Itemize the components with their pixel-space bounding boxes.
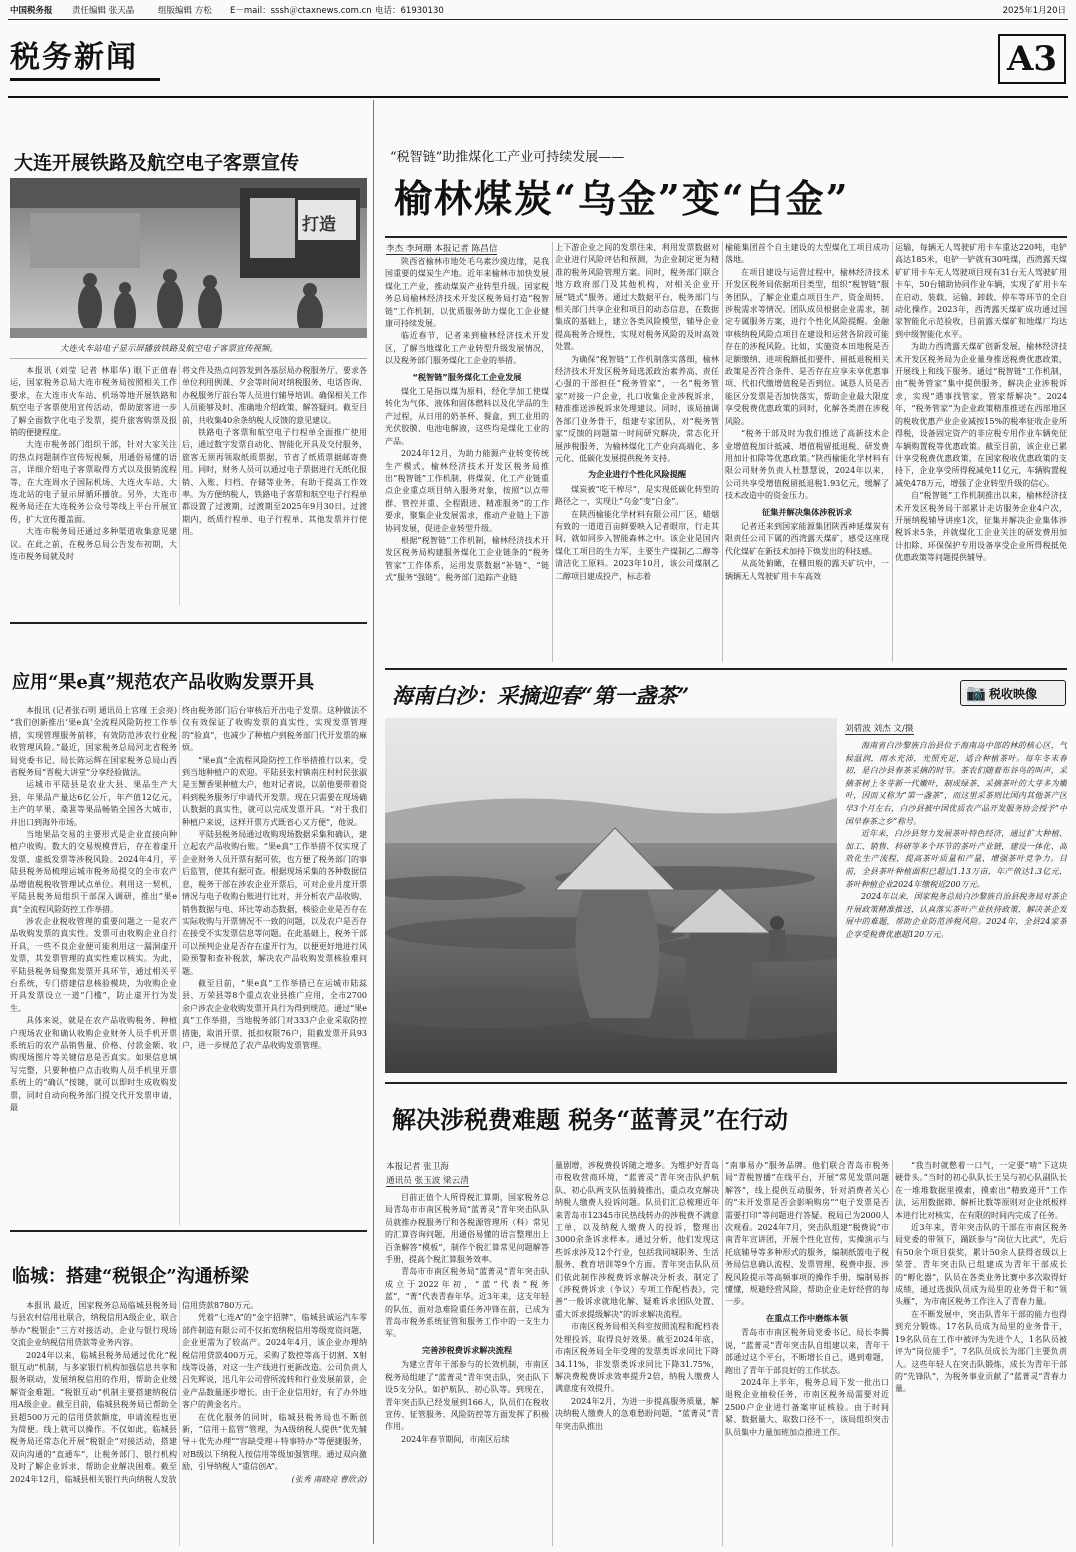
- email-text: E－mail：sssh＠ctaxnews.com.cn: [230, 6, 372, 16]
- dalian-headline: 大连开展铁路及航空电子客票宣传: [14, 152, 300, 174]
- paragraph: 信用贷款8780万元。: [182, 1301, 259, 1310]
- yulin-kicker: “税智链”助推煤化工产业可持续发展——: [390, 150, 625, 165]
- paper-name: 中国税务报: [10, 6, 53, 16]
- section-title: 税务新闻: [10, 40, 138, 75]
- paragraph: 大连市税务部门组织干部，针对大家关注的热点问题制作宣传短视频，用通俗易懂的语言，详细介绍电子客票取得方式以及报销流程等，在大连周水子国际机场、大连火车站、大连北站的电子显示屏循环播放。另外，大连市税务局还在大连税务公众号等线上平台开展宣传，扩大宣传覆盖面。: [10, 440, 177, 524]
- section-underline: [10, 78, 160, 81]
- tea-headline: 海南白沙：采摘迎春“第一盏茶”: [392, 683, 690, 708]
- camera-icon: 📷: [966, 683, 986, 702]
- paragraph: 在优化服务的同时，临城县税务局也不断创新，“信用＋监管”管理，为A级纳税人提供“优先辅导＋优先办理”“容缺受理＋特事特办”等便捷服务，对B级以下纳税人按信用等级加强管理。通过双向激励，引导纳税人“重信创A”。: [182, 1412, 367, 1472]
- paragraph: 根据“税智链”工作机制，榆林经济技术开发区税务局构建服务煤化工企业链条的“税务管家”工作体系，运用发票数据“补链”、“链式”服务“强链”。税务部门追踪产业链: [385, 535, 549, 583]
- paragraph: 从高处俯瞰，在棚田般的露天矿坑中，一辆辆无人驾驶矿用卡车高效: [725, 559, 889, 581]
- qingdao-byline-2: 通讯员 张玉波 梁云清: [386, 1176, 469, 1186]
- paragraph: 为确保“税智链”工作机制落实落细，榆林经济技术开发区税务局选派政治素养高、责任心强的干部担任“税务管家”，一名“税务管家”对接一户企业，扎口收集企业涉税诉求，精准推送涉税诉求处理建议。同时，该局抽调各部门业务骨干，组建专家团队，对“税务管家”反馈的问题第一时间研究解决，常态化开展涉税服务，为榆林煤化工产业向高端化、多元化、低碳化发展提供税务支持。: [555, 354, 719, 463]
- date-text: 2025年1月20日: [1002, 6, 1066, 16]
- masthead-bar: [10, 4, 1066, 18]
- paragraph: 2024年12月，为助力能源产业转变传统生产模式，榆林经济技术开发区税务局推出“税智链”工作机制，将煤炭、化工产业链重点企业重点项目纳入服务对象，按照“以点带群、管控并重、全程跟进、精准服务”的工作要求，聚集企业发展需求，推动产业链上下游协同发展，促进企业转型升级。: [385, 449, 549, 533]
- paragraph: 2024年以来，临城县税务局通过优化“税银互动”机制，与多家银行机构加强信息共享和服务联动，发展纳税信用的作用，帮助企业缓解资金难题。“税银互动”机制主要搭建纳税信用A级企业。截至目前，临城县税务局已帮助全县超500万元的信用贷款额度，申请流程也更为简便。线上就可以操作。不仅如此，临城县税务局还常态化开展“税银企”对接活动，搭建双向沟通的“直通车”，让税务部门、银行机构及时了解企业诉求，帮助企业解决困难。截至2024年12月，临城县相关银行共向纳税人发放: [10, 1350, 177, 1484]
- qingdao-body-col1: [385, 1192, 549, 1546]
- paragraph: 在项目建设与运营过程中，榆林经济技术开发区税务局依据项目类型，组织“税智链”服务团队，了解企业重点项目生产、资金周转、涉税需求等情况。团队成员根据企业需求，制定专属服务方案，进行个性化风险提醒。金融审核纳税风险点项目在建设和运营各阶段可能存在的涉税风险。比如，实施资本田地税是否足额缴纳、进项税额抵扣要件、留抵退税相关政策是否符合条件、是否存在应享未享优惠事项、代扣代缴增值税是否到位。诚恳人员是否能区分发票是否加快落实，帮助企业最大限度享受税费优惠政策的同时，化解各类潜在涉税风险。: [725, 267, 889, 426]
- lincheng-headline: 临城：搭建“税银企”沟通桥梁: [12, 1266, 249, 1287]
- paragraph: “税务干部及时为我们推送了高新技术企业增值税加计抵减、增值税留抵退税、研发费用加计扣除等优惠政策。”陕西榆能化学材料有限公司财务负责人杜慧慧说，2024年以来，公司共享受增值税留抵退税1.93亿元，缓解了技术改造中的资金压力。: [725, 429, 889, 501]
- subheading: 征集并解决集体涉税诉求: [761, 506, 853, 517]
- paragraph: 当地果品交易的主要形式是企业直接向种植户收购。数大的交易规模背后，存在着虚开发票、虚抵发票等涉税风险。2024年4月，平陆县税务局梳理运城市税务局提交的全市农产品增值税税收管理试点单位。利用这一契机，平陆县税务局组织干部深入调研，推出“果e真”全流程风险防控工作举措。: [10, 830, 177, 914]
- tea-byline: 刘碧波 刘杰 文/摄: [845, 724, 914, 734]
- paragraph: 青岛市市南区税务局“蓝菁灵”青年突击队成立于2022年初，“蓝”代表“税务蓝”，“菁”代表青春年华。近3年来，这支年轻的队伍，面对急难险重任务冲锋在前，已成为青岛市税务系统征管和服务工作中的一支生力军。: [385, 1267, 549, 1339]
- lincheng-body-col2: [182, 1300, 367, 1546]
- qingdao-body-col2: [555, 1160, 719, 1546]
- paragraph: “南事易办”服务品牌。他们联合青岛市税务局“青税智播”在线平台，开展“常见发票问题解答”，线上提供互动服务，针对消费者关心的“未开发票是否会影响购房”“电子发票是否需要打印”等问题进行答疑。税局已为2000人次观看。2024年7月，突击队组建“税费说”市南青年宣讲团，开展个性化宣传，实操演示与托底辅导等多种形式的服务，编制纸篮电子税务局信息确认流程、发票管理、税费申报、涉税风险提示等高频事项的操作手册，编制易拆懂懂，规避经营风险，帮助企业走好经营的每一步。: [725, 1161, 889, 1307]
- tea-caption: [845, 740, 1067, 1060]
- paragraph: 临近春节，记者来到榆林经济技术开发区，了解当地煤化工产业转型升级发展情况，以及税务部门服务煤化工企业的举措。: [385, 331, 549, 366]
- paragraph: 在不断发展中，突击队青年干部的能力也得到充分锻炼。17名队员成为局里的业务骨干，19名队员在工作中被评为先进个人，1名队员被评为“岗位能手”，7名队员成长为部门主要负责人。这些年轻人在突击队锻炼，成长为青年干部的“先锋队”，为税务事业贡献了“蓝菁灵”青春力量。: [895, 1309, 1067, 1394]
- tea-badge-label: 税收映像: [989, 687, 1038, 701]
- paragraph: 煤化工是指以煤为原料，经化学加工使煤转化为气体、液体和固体燃料以及化学品的生产过程，从日用的奶茶杯、餐盒，到工业用的光伏胶膜、电池电解液，这些均是煤化工业的产品。: [385, 387, 549, 446]
- paragraph: 2024年2月，为进一步提高服务质量，解决纳税人缴费人的急难愁盼问题，“蓝菁灵”青年突击队推出: [555, 1396, 719, 1431]
- page-number-box: [998, 34, 1066, 84]
- paragraph: 在陕西榆能化学材料有限公司厂区，蜡烟有致的一道道百亩鲜要映入记者眼帘，行走其间，就如同步入智能森林之中。该企业是国内煤化工项目的生力军，主要生产煤制乙二醇等清洁化工原料。2023年10月，该公司煤制乙二醇项目建成投产，标志着: [555, 509, 719, 581]
- paragraph: 海南省白沙黎族自治县位于海南岛中部的林的核心区，气候温润，雨水充沛，光照充足，适合种植茶叶。每年冬末春初，是白沙县春茶采摘的时节。茶农们随着布谷鸟的叫声，采摘茶树上冬芽新一代嫩叶，制成绿茶，采摘茶叶的大芽多为嫩叶，因而又称为“第一盏茶”，而这里采茶则比国内其他茶产区早3个月左右，白沙县被中国优质农产品开发服务协会授予“中国早春茶之乡”称号。: [845, 741, 1067, 826]
- subheading: 完善涉税费诉求解决流程: [421, 1344, 513, 1355]
- paragraph: 近3年来，青年突击队的干部在市南区税务局党委的带领下，踊跃参与“岗位大比武”，先后有50余个项目获奖，累计50余人获得省级以上荣誉、青年突击队已组建成为青年干部成长的“孵化器”，队员在各类业务比赛中多次取得好成绩，通过选拔队员成为局里的业务骨干和“领头雁”，为市南区税务工作注入了青春力量。: [895, 1223, 1067, 1307]
- paragraph: “我当时就憋着一口气，一定要“啃”下这块硬骨头。”当时的初心队队长王吴与初心队副队长在一堆堆数据里摸索，摸索出“精致递开”工作法，运用数据筛、解析比数等原则对企业纸板样本进行比对核实，在有限的时间内完成了任务。: [895, 1161, 1067, 1220]
- dalian-body-col1: [10, 365, 177, 605]
- yulin-body-col4: [895, 242, 1067, 656]
- paragraph: 为建立青年干部参与的长效机制，市南区税务局组建了“蓝菁灵”青年突击队，突击队下设5支分队，如护航队、初心队等。到现在，青年突击队已经发展到166人，队员们在税收宣传、征管服务、风险防控等方面发挥了积极作用。: [385, 1360, 549, 1432]
- paragraph: 将文件及热点问答发到各基层局办税服务厅，要求各单位利用例课、夕会等时间对纳税服务、电话咨询、办税服务厅前台等人员进行辅导培训。确保相关工作人员能够及时、准确地介绍政策、解答疑问。截至目前，共收集40余条纳税人反馈的意见建议。: [182, 366, 367, 425]
- paragraph: 截至目前，“果e真”工作举措已在运城市陆蕊县、万荣县等8个重点农业县推广应用，全市2700余户涉农企业收购发票开具行为得到规范。通过“果e真”工作举措，当地税务部门对333户企业采取防控措施，取消开票、抵扣权限76户，阻截发票开具93户，进一步规范了农产品收购发票管理。: [182, 978, 367, 1050]
- paragraph: 凭着“七连A”的“金字招牌”，临城县诚运汽车零部件制造有限公司不仅拓宽纳税信用等级宽资问题，企业更需为了较高产。2024年4月，该企业办理纳税信用贷款400万元，采购了数控等高于切割、X射线等设备，对这一生产线进行更新改造。公司负责人吕先辉说，迅几年公司营所流转和行业发展前景，企业产品数量逐步增长。由于企业信用好，有了办外地客户的黄金名片。: [182, 1313, 367, 1410]
- subheading: 在重点工作中磨炼本领: [766, 1312, 848, 1323]
- guoe-headline: 应用“果e真”规范农产品收购发票开具: [12, 672, 315, 693]
- paragraph: 运城市平陆县是农业大县、果品生产大县，年果品产量达6亿公斤，年产值12亿元，主产的苹果、桑葚等果品畅销全国各大城市，并出口到海外市场。: [10, 780, 177, 827]
- subheading: 为企业进行个性化风险提醒: [587, 469, 687, 480]
- paragraph: 陕西省榆林市地处毛乌素沙漠边缘，是我国重要的煤炭生产地。近年来榆林市加快发展煤化工产业，推动煤炭产业转型升级。国家税务总局榆林经济技术开发区税务局打造“税智链”工作机制，以优质服务助力煤化工企业健康可持续发展。: [385, 257, 549, 329]
- paragraph: 铁路电子客票和航空电子行程单全面推广使用后，通过数字发票自动化、智能化开具及交付服务，旅客无须再领取纸质票据，节省了纸质票据邮寄费用。同时，财务人员可以通过电子票据进行无纸化报销、入账、归档、存储等业务，有助于提高工作效率。为方便纳税人，铁路电子客票和航空电子行程单都设置了过渡期，过渡期至2025年9月30日。过渡期内，纸质行程单、电子行程单、其他发票并行使用。: [182, 428, 367, 537]
- station-photo-illustration: [10, 178, 367, 338]
- dalian-photo: [10, 178, 367, 338]
- paragraph: 具体来说，就是在农产品收购税务、种植户现场农业和确认收购企业财务人员手机开票系统后的农产品销售量、价格、付款金额、收购现场图片等关键信息是否真实。如果信息填写完整，只要种植户点击收购人员手机里开票系统上的“确认”按键，就可以即时生成收购发票，同时自动向税务部门提交代开发票申请，最: [10, 1016, 177, 1112]
- paragraph: 2024年上半年，税务总局下发一批出口退税企业抽检任务，市南区税务局需要对近2500户企业进行备案审证核验。由于时间紧、数据量大、取数口径不一，该局组织突击队员集中力量加班加点推进工作。: [725, 1377, 889, 1437]
- paragraph: 运输，每辆无人驾驶矿用卡车重达220吨，电铲高达185米，电铲一铲就有30吨煤，西湾露天煤矿矿用卡车无人驾驶项目现有31台无人驾驶矿用卡车，50台辅助协同作业车辆，实现了矿用卡车在启动、装载、运输、卸载、停车等环节的全自动化操作。2023年，西湾露天煤矿成功通过国家智能化示范验收，目前露天煤矿和地煤厂均达到中级智能化水平。: [895, 243, 1067, 339]
- yulin-body-col1: [385, 256, 549, 656]
- paragraph: 为助力西湾露天煤矿创新发展，榆林经济技术开发区税务局为企业量身推送税费优惠政策，开展线上和线下服务。通过“税智链”工作机制，由“税务管家”集中提供服务，解决企业涉税诉求，实现“遇事找管家，管家帮解决”。2024年，“税务管家”为企业政策精准推送在西部地区的税收优惠产业企业减按15%的税率征收企业所得税，设备固定资产的非应税专用作业车辆免征车辆购置税等优惠政策。截至目前，该企业已累计享受税费优惠政策，在国家税收优惠政策的支持下，企业享受所得税减免11亿元，车辆购置税减免478万元，增强了企业转型升级的信心。: [895, 342, 1067, 488]
- guoe-body-col2: [182, 705, 367, 1270]
- guoe-body-col1: [10, 705, 177, 1270]
- paragraph: 大连市税务局还通过多种渠道收集意见建议。在此之前，在税务总局公告发布初期，大连市税务局就及时: [10, 527, 177, 562]
- screen-text: 打造: [302, 215, 336, 235]
- qingdao-byline-1: 本报记者 张卫海: [386, 1162, 449, 1172]
- paragraph: 近年来，白沙县努力发展茶叶特色经济，通过扩大种植、加工、销售、科研等多个环节的茶叶产业链，建设一体化、高效化生产流程，提高茶叶质量和产量，增强茶叶竞争力。目前，全县茶叶种植面积已超过1.13万亩，年产值达1.3亿元，茶叶种植企业2024年缴税近200万元。: [845, 829, 1067, 889]
- paragraph: 本报讯 (刘莹 记者 林耶华) 眼下正值春运，国家税务总局大连市税务局按照相关工作要求，在大连市火车站、机场等地开展铁路和航空电子客票使用宣传活动，帮助旅客进一步了解全面数字化电子发票，提升旅客购票及报销的便捷程度。: [10, 366, 177, 438]
- paragraph: 榆能集团首个自主建设的大型煤化工项目成功落地。: [725, 243, 889, 265]
- dalian-caption: 大连火车站电子显示屏播放铁路及航空电子客票宣传视频。: [60, 343, 278, 353]
- paragraph: 涉农企业税收管理的重要问题之一是农产品收购发票的真实性。发票可由收购企业自行开具，一些不良企业便可能利用这一漏洞虚开发票，其发票管理的真实性难以核实。为此，平陆县税务局聚焦发票开具环节，通过相关平台系统，专门搭建信息核验模块，为收购企业开具发票设立一道“门槛”，防止虚开行为发生。: [10, 916, 177, 1013]
- paragraph: 量剧增，涉税费投诉随之增多。为维护好青岛市税收营商环境，“蓝菁灵”青年突击队护航队、初心队两支队伍骑骑推出，重点攻克解决纳税人缴费人投诉问题。队员们汇总梳理近年来青岛市12345市民热线转办的涉税费不满意工单，以及纳税人缴费人的投诉，整理出3000余条诉求样本。通过分析，他们发现这些诉求涉及12个行业，包括我同城职务、生活服务、教育培训等9个方面。青年突击队队员们依此制作涉税费诉求解决分析表，制定了《涉税费诉求（争议）专项工作配档表》，完善“一般诉求就地化解、疑难诉求团队处置、重大诉求提级解决”的诉求解决流程。: [555, 1161, 719, 1319]
- editor-credit: 责任编辑 张天晶: [72, 6, 135, 16]
- tea-photo: [385, 718, 837, 1073]
- tea-picking-illustration: [385, 718, 837, 1073]
- paragraph: 上下游企业之间的发票往来，利用发票数据对企业进行风险评估和预测，为企业制定更为精准的税务风险管理方案。同时，税务部门联合地方政府部门及其他机构，对相关企业开展“链式”服务。通过大数据平台，税务部门与相关部门共享企业和项目的动态信息，在数据集成的基础上，建立各类风险模型，辅导企业提高税务合规性，实现对税务风险的及时高效处置。: [555, 243, 719, 352]
- signature: (张秀 南晓亮 曹欣舍): [291, 1474, 367, 1484]
- paragraph: 市南区税务局相关科室按照流程和配档表处理投诉，取得良好效果。截至2024年底，市南区税务局全年受理的发票类诉求同比下降34.11%，非发票类诉求同比下降31.75%，解决费税费诉求效率提升2倍，纳税人缴费人满意度有效提升。: [555, 1322, 719, 1394]
- yulin-body-col2: [555, 242, 719, 656]
- subheading: “税智链”服务煤化工企业发展: [412, 371, 522, 382]
- paragraph: 煤炭被“吃干榨尽”，是实现低碳化转型的路径之一，实现让“乌金”变“白金”。: [555, 484, 719, 507]
- page-number: A3: [1006, 39, 1058, 79]
- tea-badge: [960, 680, 1066, 706]
- paragraph: 记者还来到国家能源集团陕西神延煤炭有限责任公司下属的西湾露天煤矿，感受这座现代化煤矿在新技术加持下焕发出的科技感。: [725, 521, 889, 556]
- qingdao-headline: 解决涉税费难题 税务“蓝菁灵”在行动: [392, 1105, 788, 1134]
- qingdao-body-col4: [895, 1160, 1067, 1546]
- paragraph: 2024年以来，国家税务总局白沙黎族自治县税务局对茶企开展政策精准推送，认真落实茶叶产业扶持政策，解决茶企发展中的难题，帮助企业防范涉税风险。2024年，全县24家茶企享受税费优惠超120万元。: [845, 892, 1067, 939]
- yulin-byline: 李杰 李珂珊 本报记者 陈昌信: [386, 244, 498, 254]
- paragraph: “果e真”全流程风险防控工作举措推行以来，受到当地种植户的欢迎。平陆县张村镇南庄村村民张淑是玉蟹香果种植大户，他对记者说，以前他要带着资料到税务服务厅申请代开发票。现在只需要在现场确认数据的真实性，就可以完成发票开具。“对于我们种植户来说，这样开票方式既省心又方便”，他说。: [182, 755, 367, 827]
- paragraph: 2024年春节期间，市南区后续: [401, 1434, 510, 1444]
- paragraph: 平陆县税务局通过收购现场数据采集和确认，建立起农产品收购台账。“果e真”工作举措不仅实现了企业财务人员开票有据可依，也方便了税务部门的事后监管，使其有据可查。根据现场采集的各种数据信息，税务干部在涉农企业开票后，可对企业月度开票情况与电子收购台账进行比对，并分析农产品收购、销售数据与电、环比等动态数据，核验企业是否存在实际收购与开票情况不一致的问题，以及农户是否存在接受不实发票信息等问题。在此基础上，税务干部可以预判企业是否存在虚开行为，以便更好地进行风险预警和查补税款，解决农产品收购发票核验难问题。: [182, 830, 367, 976]
- paragraph: 本报讯 (记者张石明 通讯员上官瑾 王会亮) “我们创新推出‘果e真’全流程风险防控工作举措，实现管理服务前移，有效防范涉农行业税收管理风险。”最近，国家税务总局河北省税务局党委书记、局长陈运辉在国家税务总局山西省税务局“晋税大讲堂”分享经验做法。: [10, 706, 177, 778]
- paragraph: 自“税智链”工作机制推出以来，榆林经济技术开发区税务局干部累计走访服务企业4户次，开展纳税辅导讲座1次，征集并解决企业集体涉税诉求5条，并就煤化工企业关注的研发费用加计扣除、环保保护专用设备享受企业所得税抵免优惠政策等问题提供辅导。: [895, 491, 1067, 563]
- paragraph: 终由税务部门后台审核后开出电子发票。这种做法不仅有效保证了收购发票的真实性，实现发票管理的“验真”，也减少了种植户到税务部门代开发票的麻烦。: [182, 706, 367, 753]
- phone-text: 电话：61930130: [375, 6, 444, 16]
- qingdao-body-col3: [725, 1160, 889, 1546]
- dalian-body-col2: [182, 365, 367, 605]
- yulin-headline: 榆林煤炭“乌金”变“白金”: [394, 176, 850, 221]
- section-header: [10, 24, 1066, 92]
- paragraph: 本报讯 最近，国家税务总局临城县税务局与县农村信用社联合，纳税信用A级企业，联合举办“税银企”三方对接活动，企业与银行现场交流企业纳税信用贷款等业务内容。: [10, 1301, 177, 1348]
- layout-credit: 组版编辑 方松: [158, 6, 212, 16]
- paragraph: 目前正值个人所得税汇算期，国家税务总局青岛市市南区税务局“蓝菁灵”青年突击队队员就推办税服务厅和各税源管理所（科）常见的汇算咨询问题，用通俗易懂的语言整理出上百条解答“模板”，制作个税汇算常见问题解答手册，提高个税汇算服务效率。: [385, 1193, 549, 1265]
- yulin-body-col3: [725, 242, 889, 656]
- lincheng-body-col1: [10, 1300, 177, 1546]
- paragraph: 青岛市市南区税务局党委书记、局长李腾说，“蓝菁灵”青年突击队自组建以来，青年干部通过这个平台，不断增长自己，遇到难题，跑出了青年干部良好的工作状态。: [725, 1328, 889, 1375]
